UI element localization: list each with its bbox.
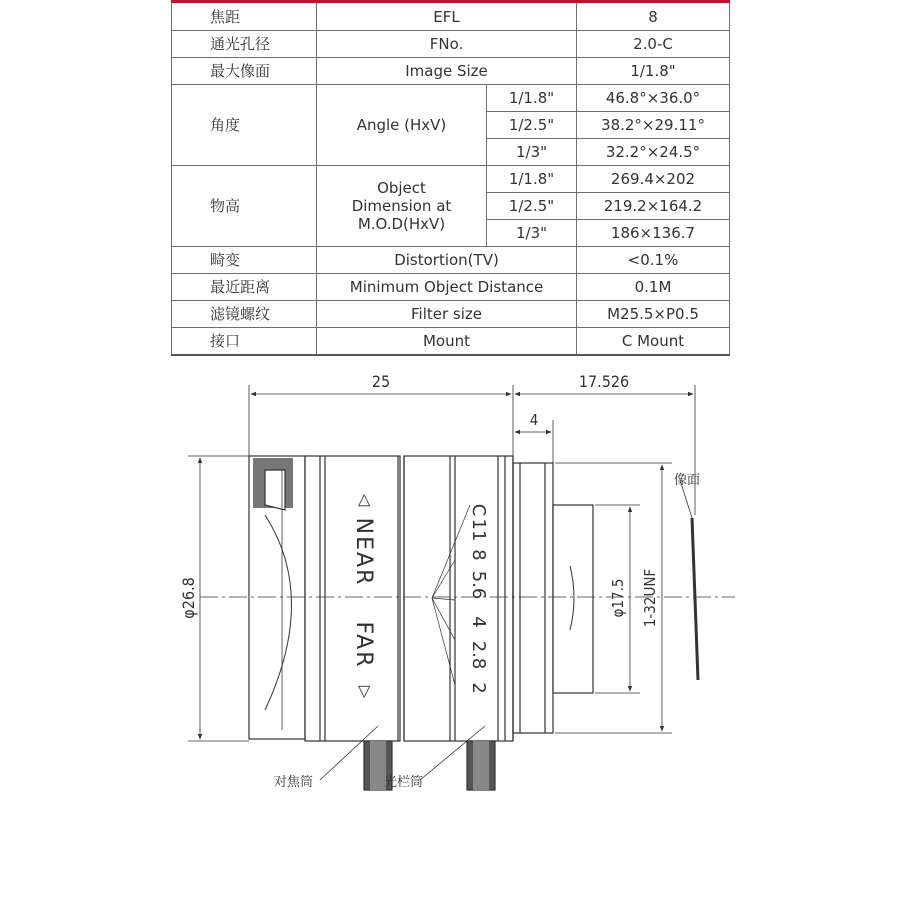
near-arrow: ◁ [356,493,375,507]
fnum-4: 4 [468,616,489,628]
row-mod [172,274,730,301]
object-label-en [317,166,487,247]
object-label-zh: 物高 [172,166,317,247]
filter-label-zh: 滤镜螺纹 [172,301,317,328]
mount-thread [513,463,553,733]
row-object-1 [172,166,730,193]
dim-length-text: 25 [371,372,391,391]
iris-ring-label: 光栏筒 [384,775,424,790]
dim-thread-text: 1-32UNF [641,568,659,628]
row-angle-1 [172,85,730,112]
angle-value-3: 32.2°×24.5° [577,139,730,166]
row-mount [172,328,730,355]
angle-value-2: 38.2°×29.11° [577,112,730,139]
far-text: FAR [351,621,376,669]
row-distortion [172,247,730,274]
focus-ring-label: 对焦筒 [274,775,314,790]
fno-label-zh: 通光孔径 [172,31,317,58]
iris-ring-body [404,456,513,741]
image-size-value: 1/1.8" [577,58,730,85]
image-size-label-zh: 最大像面 [172,58,317,85]
lens-drawing [0,360,900,900]
dim-flange-text: 17.526 [578,372,630,391]
spec-table [171,0,730,356]
image-size-label-en: Image Size [317,58,577,85]
rear-barrel [553,505,593,693]
mod-label-zh: 最近距离 [172,274,317,301]
object-size-3: 1/3" [487,220,577,247]
fnum-8: 8 [468,549,489,561]
angle-size-2: 1/2.5" [487,112,577,139]
angle-size-3: 1/3" [487,139,577,166]
far-arrow: ▷ [356,685,375,699]
row-image-size [172,58,730,85]
distortion-label-en: Distortion(TV) [317,247,577,274]
object-label-line1: Object [377,179,426,197]
focus-ring-body [305,456,400,741]
object-label-line3: M.O.D(HxV) [357,215,446,233]
filter-value: M25.5×P0.5 [577,301,730,328]
angle-label-zh: 角度 [172,85,317,166]
fnum-2: 2 [468,682,489,694]
row-fno [172,31,730,58]
angle-size-1: 1/1.8" [487,85,577,112]
fnum-5-6: 5.6 [468,570,489,600]
fnum-11: 11 [468,518,489,542]
image-plane-label: 像面 [674,473,701,488]
object-size-1: 1/1.8" [487,166,577,193]
row-filter [172,301,730,328]
mount-label-zh: 接口 [172,328,317,355]
near-text: NEAR [351,517,376,587]
efl-label-zh: 焦距 [172,2,317,31]
mod-value: 0.1M [577,274,730,301]
efl-value: 8 [577,2,730,31]
object-value-2: 219.2×164.2 [577,193,730,220]
efl-label-en: EFL [317,2,577,31]
angle-value-1: 46.8°×36.0° [577,85,730,112]
image-plane-line [692,518,698,680]
mod-label-en: Minimum Object Distance [317,274,577,301]
mount-label-en: Mount [317,328,577,355]
distortion-value: <0.1% [577,247,730,274]
row-efl [172,2,730,31]
dim-4-text: 4 [529,411,539,429]
fnum-2-8: 2.8 [468,640,489,670]
object-label-line2: Dimension at [351,197,452,215]
fno-label-en: FNo. [317,31,577,58]
filter-label-en: Filter size [317,301,577,328]
object-value-3: 186×136.7 [577,220,730,247]
object-size-2: 1/2.5" [487,193,577,220]
angle-label-en: Angle (HxV) [317,85,487,166]
fnum-c: C [468,503,489,517]
dim-dia-text: φ26.8 [179,577,198,619]
object-value-1: 269.4×202 [577,166,730,193]
fno-value: 2.0-C [577,31,730,58]
dim-rear-text: φ17.5 [609,578,627,618]
distortion-label-zh: 畸变 [172,247,317,274]
mount-value: C Mount [577,328,730,355]
